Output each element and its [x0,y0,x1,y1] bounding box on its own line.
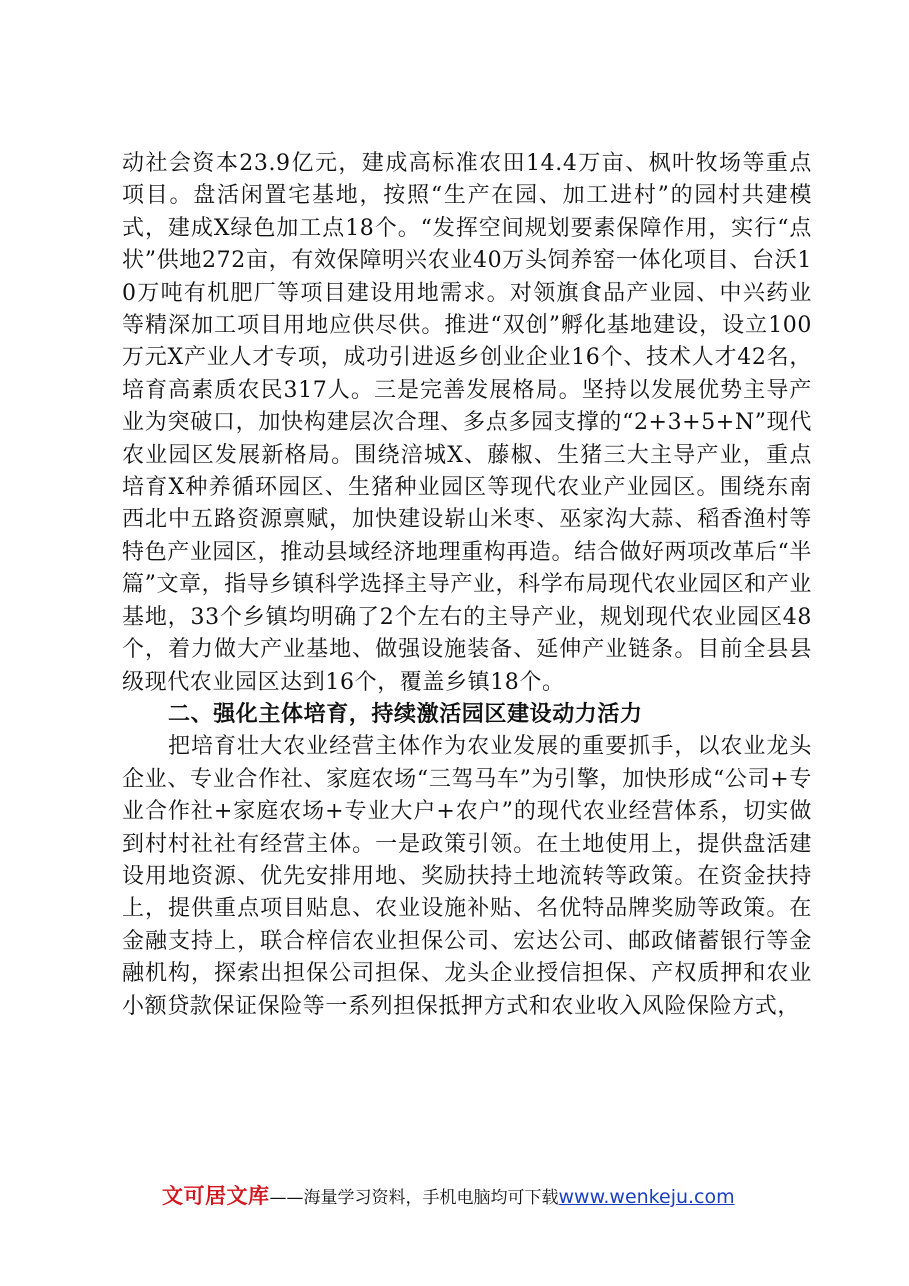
footer-banner [162,1181,802,1213]
footer-site-link[interactable]: www.wenkeju.com [558,1186,735,1208]
footer-brand: 文可居文库 [162,1184,270,1208]
body-paragraph: 把培育壮大农业经营主体作为农业发展的重要抓手，以农业龙头企业、专业合作社、家庭农场“三驾马车”为引擎，加快形成“公司+专业合作社+家庭农场+专业大户+农户”的现代农业经营体系，切实做到村村社社有经营主体。一是政策引领。在土地使用上，提供盘活建设用地资源、优先安排用地、奖励扶持土地流转等政策。在资金扶持上，提供重点项目贴息、农业设施补贴、名优特品牌奖励等政策。在金融支持上，联合梓信农业担保公司、宏达公司、邮政储蓄银行等金融机构，探索出担保公司担保、龙头企业授信担保、产权质押和农业小额贷款保证保险等一系列担保抵押方式和农业收入风险保险方式， [122,734,812,1019]
body-paragraph: 动社会资本23.9亿元，建成高标准农田14.4万亩、枫叶牧场等重点项目。盘活闲置宅基地，按照“生产在园、加工进村”的园村共建模式，建成X绿色加工点18个。“发挥空间规划要素保障作用，实行“点状”供地272亩，有效保障明兴农业40万头饲养窑一体化项目、台沃10万吨有机肥厂等项目建设用地需求。对领旗食品产业园、中兴药业等精深加工项目用地应供尽供。推进“双创”孵化基地建设，设立100万元X产业人才专项，成功引进返乡创业企业16个、技术人才42名，培育高素质农民317人。三是完善发展格局。坚持以发展优势主导产业为突破口，加快构建层次合理、多点多园支撑的“2+3+5+N”现代农业园区发展新格局。围绕涪城X、藤椒、生猪三大主导产业，重点培育X种养循环园区、生猪种业园区等现代农业产业园区。围绕东南西北中五路资源禀赋，加快建设崭山米枣、巫家沟大蒜、稻香渔村等特色产业园区，推动县域经济地理重构再造。结合做好两项改革后“半篇”文章，指导乡镇科学选择主导产业，科学布局现代农业园区和产业基地，33个乡镇均明确了2个左右的主导产业，规划现代农业园区48个，着力做大产业基地、做强设施装备、延伸产业链条。目前全县县级现代农业园区达到16个，覆盖乡镇18个。 [122,151,812,695]
section-heading: 二、强化主体培育，持续激活园区建设动力活力 [168,701,643,727]
document-body [122,148,812,1023]
footer-tagline: ——海量学习资料，手机电脑均可下载 [269,1188,559,1208]
